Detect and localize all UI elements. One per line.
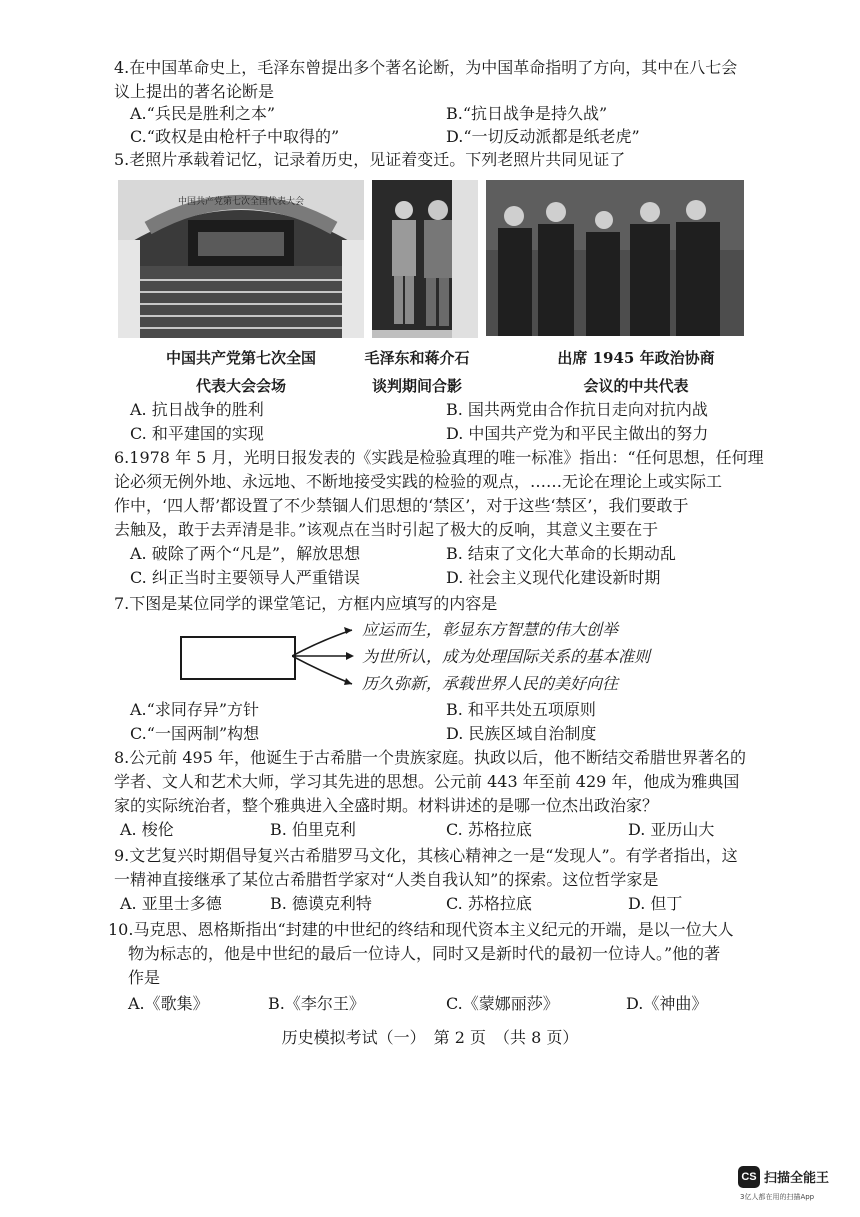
q8-option-b: B. 伯里克利	[270, 820, 356, 839]
q9-option-a: A. 亚里士多德	[120, 894, 222, 913]
q6-stem-line4: 去触及，敢于去弄清是非。”该观点在当时引起了极大的反响，其意义主要在于	[114, 520, 659, 539]
scanner-logo-icon: CS	[738, 1166, 760, 1188]
q7-option-b: B. 和平共处五项原则	[446, 700, 596, 719]
photo-ccp-delegates	[486, 180, 744, 336]
q7-note-1: 应运而生，彰显东方智慧的伟大创举	[362, 620, 619, 639]
caption-photo-2-line2: 谈判期间合影	[371, 377, 462, 395]
q6-stem-line1: 6.1978 年 5 月，光明日报发表的《实践是检验真理的唯一标准》指出：“任何思想，任何理	[114, 448, 764, 467]
q4-option-a: A.“兵民是胜利之本”	[130, 104, 276, 123]
q7-option-a: A.“求同存异”方针	[130, 700, 260, 719]
q4-option-b: B.“抗日战争是持久战”	[446, 104, 608, 123]
q10-stem-line1: 10.马克思、恩格斯指出“封建的中世纪的终结和现代资本主义纪元的开端，是以一位大人	[108, 920, 734, 939]
caption-photo-1-line2: 代表大会会场	[195, 377, 286, 395]
caption-photo-2-line1: 毛泽东和蒋介石	[364, 349, 470, 367]
q4-stem-line2: 议上提出的著名论断是	[114, 82, 275, 101]
q9-option-d: D. 但丁	[628, 894, 683, 913]
q6-stem-line3: 作中，‘四人帮’都设置了不少禁锢人们思想的‘禁区’，对于这些‘禁区’，我们要敢于	[114, 496, 689, 515]
q4-stem-line1: 4.在中国革命史上，毛泽东曾提出多个著名论断，为中国革命指明了方向，其中在八七会	[114, 58, 738, 77]
scanner-tagline: 3亿人都在用的扫描App	[740, 1193, 815, 1201]
q9-stem-line2: 一精神直接继承了某位古希腊哲学家对“人类自我认知”的探索。这位哲学家是	[114, 870, 659, 889]
q10-option-c: C.《蒙娜丽莎》	[446, 994, 559, 1013]
caption-photo-3	[536, 344, 736, 400]
q4-option-c: C.“政权是由枪杆子中取得的”	[130, 127, 340, 146]
q8-option-a: A. 梭伦	[120, 820, 174, 839]
q7-answer-box	[180, 636, 296, 680]
q10-stem-line3: 作是	[128, 968, 161, 987]
q5-option-a: A. 抗日战争的胜利	[130, 400, 264, 419]
q8-stem-line2: 学者、文人和艺术大师，学习其先进的思想。公元前 443 年至前 429 年，他成为雅典国	[114, 772, 740, 791]
q4-option-d: D.“一切反动派都是纸老虎”	[446, 127, 640, 146]
q5-option-d: D. 中国共产党为和平民主做出的努力	[446, 424, 709, 443]
caption-photo-3-line2: 会议的中共代表	[583, 377, 689, 395]
q7-note-3: 历久弥新，承载世界人民的美好向往	[362, 674, 619, 693]
q7-stem: 7.下图是某位同学的课堂笔记，方框内应填写的内容是	[114, 594, 498, 613]
q6-stem-line2: 论必须无例外地、永远地、不断地接受实践的检验的观点，……无论在理论上或实际工	[114, 472, 723, 491]
page-footer: 历史模拟考试（一） 第 2 页 （共 8 页）	[281, 1028, 579, 1047]
photo-seventh-congress	[118, 180, 364, 338]
q10-option-a: A.《歌集》	[128, 994, 209, 1013]
q6-option-a: A. 破除了两个“凡是”，解放思想	[130, 544, 361, 563]
q10-option-b: B.《李尔王》	[268, 994, 365, 1013]
photo-banner-text: 中国共产党第七次全国代表大会	[177, 197, 304, 207]
q6-option-d: D. 社会主义现代化建设新时期	[446, 568, 661, 587]
q7-note-2: 为世所认，成为处理国际关系的基本准则	[362, 647, 651, 666]
q9-stem-line1: 9.文艺复兴时期倡导复兴古希腊罗马文化，其核心精神之一是“发现人”。有学者指出，这	[114, 846, 738, 865]
caption-photo-1	[118, 344, 364, 400]
q8-stem-line1: 8.公元前 495 年，他诞生于古希腊一个贵族家庭。执政以后，他不断结交希腊世界著名的	[114, 748, 746, 767]
q8-option-d: D. 亚历山大	[628, 820, 715, 839]
scanner-app-name: 扫描全能王	[764, 1171, 830, 1186]
caption-photo-3-line1: 出席 1945 年政治协商	[557, 349, 715, 367]
caption-photo-1-line1: 中国共产党第七次全国	[165, 349, 316, 367]
q5-stem: 5.老照片承载着记忆，记录着历史，见证着变迁。下列老照片共同见证了	[114, 150, 626, 169]
q5-option-c: C. 和平建国的实现	[130, 424, 264, 443]
q7-option-c: C.“一国两制”构想	[130, 724, 260, 743]
photo-mao-chiang	[372, 180, 478, 338]
scanner-watermark	[738, 1166, 848, 1206]
q9-option-b: B. 德谟克利特	[270, 894, 372, 913]
q9-option-c: C. 苏格拉底	[446, 894, 532, 913]
q7-arrows	[292, 620, 362, 692]
q10-stem-line2: 物为标志的，他是中世纪的最后一位诗人，同时又是新时代的最初一位诗人。”他的著	[128, 944, 721, 963]
q6-option-c: C. 纠正当时主要领导人严重错误	[130, 568, 360, 587]
q8-stem-line3: 家的实际统治者，整个雅典进入全盛时期。材料讲述的是哪一位杰出政治家？	[114, 796, 659, 815]
q5-option-b: B. 国共两党由合作抗日走向对抗内战	[446, 400, 708, 419]
q8-option-c: C. 苏格拉底	[446, 820, 532, 839]
caption-photo-2	[352, 344, 482, 400]
q10-option-d: D.《神曲》	[626, 994, 708, 1013]
q6-option-b: B. 结束了文化大革命的长期动乱	[446, 544, 676, 563]
q7-option-d: D. 民族区域自治制度	[446, 724, 597, 743]
